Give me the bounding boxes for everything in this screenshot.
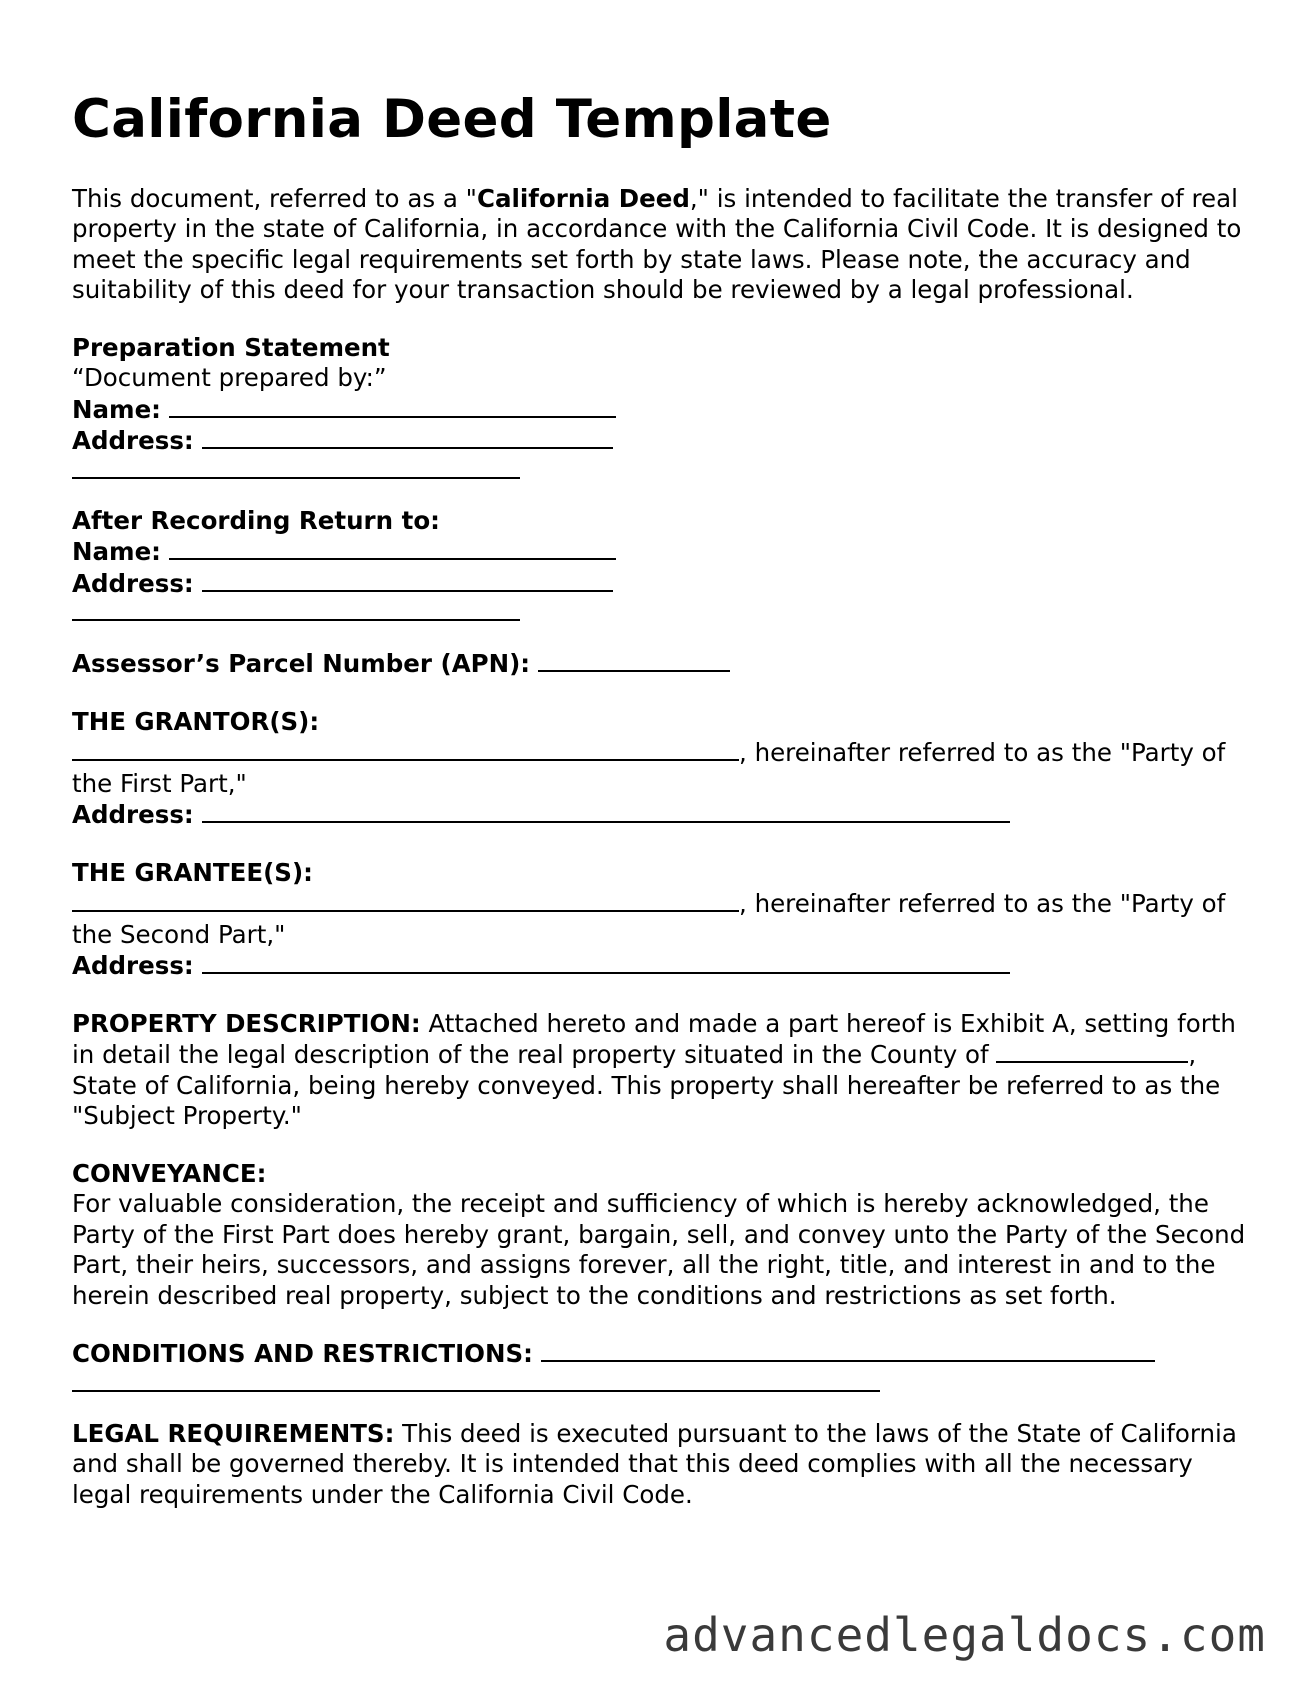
return-name-label: Name: — [72, 537, 161, 567]
property-heading: PROPERTY DESCRIPTION: — [72, 1008, 421, 1038]
preparer-address-field[interactable] — [202, 425, 613, 449]
grantee-address-label: Address: — [72, 951, 194, 981]
grantee-section — [72, 858, 1252, 982]
preparer-address-line-2[interactable] — [72, 457, 520, 479]
preparer-name-label: Name: — [72, 394, 161, 424]
page-title: California Deed Template — [72, 89, 832, 150]
conditions-heading: CONDITIONS AND RESTRICTIONS: — [72, 1339, 533, 1369]
grantor-section — [72, 707, 1252, 831]
return-address-field[interactable] — [202, 568, 613, 592]
grantor-address-field[interactable] — [202, 799, 1010, 823]
preparer-name-field[interactable] — [169, 394, 616, 418]
preparer-address-label: Address: — [72, 426, 194, 456]
apn-field[interactable] — [538, 648, 730, 672]
intro-paragraph: This document, referred to as a "California Deed," is intended to facilitate the transfer of real property in the state of California, in accordance with the California Civil Code. It is designed to meet the specific legal requirements set forth by state laws. Please note, the accuracy and suitability of this deed for your transaction should be reviewed by a legal professional. — [72, 183, 1242, 305]
county-field[interactable] — [996, 1039, 1188, 1063]
apn-label: Assessor’s Parcel Number (APN): — [72, 649, 531, 679]
grantee-name-field[interactable] — [72, 888, 739, 912]
grantee-heading: THE GRANTEE(S): — [72, 857, 313, 887]
grantor-heading: THE GRANTOR(S): — [72, 706, 320, 736]
intro-bold-term: California Deed — [476, 183, 690, 213]
conveyance-text: For valuable consideration, the receipt and sufficiency of which is hereby acknowledged, the Party of the First Part does hereby grant, bargain, sell, and convey unto the Party of the Second Part, their heirs, successors, and assigns forever, all the right, title, and interest in and to the herein described real property, subject to the conditions and restrictions as set forth. — [72, 1189, 1246, 1310]
conditions-field[interactable] — [541, 1338, 1155, 1362]
grantor-text: , hereinafter referred to as the "Party of the First Part," — [72, 738, 1226, 798]
property-description-section: PROPERTY DESCRIPTION: Attached hereto and made a part hereof is Exhibit A, setting forth in detail the legal description of the real property situated in the County of , State of California, being hereby conveyed. This property shall hereafter be referred to as the "Subject Property." — [72, 1008, 1236, 1131]
conditions-section — [72, 1338, 1252, 1392]
conditions-line-2[interactable] — [72, 1370, 880, 1392]
legal-heading: LEGAL REQUIREMENTS: — [72, 1418, 395, 1448]
return-address-label: Address: — [72, 568, 194, 598]
apn-section — [72, 648, 1252, 680]
conveyance-heading: CONVEYANCE: — [72, 1158, 267, 1188]
preparation-heading: Preparation Statement — [72, 332, 390, 362]
preparation-subtitle: “Document prepared by:” — [72, 363, 387, 393]
after-recording-section — [72, 506, 1252, 622]
conveyance-section — [72, 1159, 1252, 1312]
legal-requirements-section: LEGAL REQUIREMENTS: This deed is executed pursuant to the laws of the State of California and shall be governed thereby. It is intended that this deed complies with all the necessary legal requirements under the California Civil Code. — [72, 1418, 1237, 1509]
grantor-name-field[interactable] — [72, 737, 739, 761]
grantee-text: , hereinafter referred to as the "Party of the Second Part," — [72, 889, 1226, 949]
site-watermark: advancedlegaldocs.com — [663, 1608, 1266, 1662]
return-name-field[interactable] — [169, 536, 616, 560]
deed-document — [72, 88, 1252, 1510]
return-address-line-2[interactable] — [72, 599, 520, 621]
preparation-statement — [72, 333, 1252, 479]
grantee-address-field[interactable] — [202, 950, 1010, 974]
after-recording-heading: After Recording Return to: — [72, 505, 440, 535]
grantor-address-label: Address: — [72, 800, 194, 830]
